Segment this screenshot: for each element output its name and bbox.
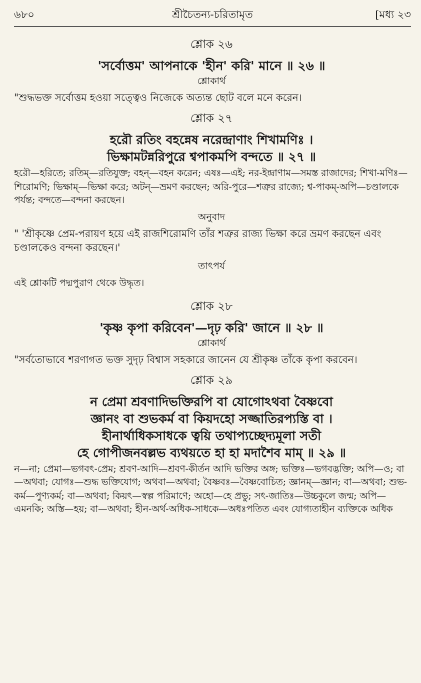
- verse-29-line-1: ন প্রেমা শ্রবণাদিভক্তিরপি বা যোগোঽথবা বৈষ্ণবো: [90, 393, 333, 409]
- verse-27-purport-label: তাৎপর্য: [198, 260, 225, 272]
- verse-28-translation: "সর্বতোভাবে শরণাগত ভক্ত সুদৃঢ় বিশ্বাস সহকারে জানেন যে শ্রীকৃষ্ণ তাঁকে কৃপা করবেন।: [14, 354, 358, 366]
- verse-28-translation-label: শ্লোকার্থ: [197, 337, 226, 349]
- verse-27-line-2: ভিক্ষামটন্নরিপুরে শ্বপাকমপি বন্দতে ॥ ২৭ ॥: [107, 149, 316, 164]
- verse-29-line-4: হে গোপীজনবল্লভ ব্যথয়তে হা হা মদাশৈব মাম্ ॥ ২৯ ॥: [76, 444, 346, 460]
- verse-26-translation: "শুদ্ধভক্ত সর্বোত্তম হওয়া সত্ত্বেও নিজেকে অত্যন্ত ছোট বলে মনে করেন।: [14, 93, 302, 104]
- verse-27-heading: শ্লোক ২৭: [190, 111, 233, 125]
- verse-28-text: 'কৃষ্ণ কৃপা করিবেন'—দৃঢ় করি' জানে ॥ ২৮ ॥: [99, 319, 324, 335]
- verse-26-heading: শ্লোক ২৬: [190, 37, 233, 51]
- verse-29-line-2: জ্ঞানং বা শুভকর্ম বা কিয়দহো সজ্জাতিরপ্যস্তি বা ।: [90, 410, 333, 426]
- verse-26-text: 'সর্বোত্তম' আপনাকে 'হীন' করি' মানে ॥ ২৬ ॥: [97, 58, 326, 73]
- verse-27-translation: " 'শ্রীকৃষ্ণে প্রেম-পরায়ণ হয়ে এই রাজশিরোমণি তাঁর শত্রুর রাজ্য ভিক্ষা করে ভ্রমণ করছেন এবং চণ্ডালকেও বন্দনা করছেন।': [14, 228, 382, 254]
- section-marker: [মধ্য ২৩: [375, 9, 411, 21]
- verse-27-line-1: হরৌ রতিং বহন্নেষ নরেন্দ্রাণাং শিখামণিঃ ।: [109, 132, 314, 147]
- header-rule: [14, 26, 411, 27]
- page-body: [14, 34, 409, 520]
- verse-29-line-3: হীনার্থাধিকসাধকে ত্বয়ি তথাপ্যচ্ছেদ্যমূলা সতী: [101, 427, 322, 443]
- page-number: ৬৮০: [14, 9, 35, 21]
- verse-27-purport: এই শ্লোকটি পদ্মপুরাণ থেকে উদ্ধৃত।: [14, 277, 145, 289]
- page-header: [14, 8, 411, 24]
- verse-27-translation-label: অনুবাদ: [198, 211, 225, 223]
- verse-28-heading: শ্লোক ২৮: [190, 298, 233, 313]
- verse-27-synonyms: হরৌ—হরিতে; রতিম্—রতিযুক্ত; বহন্—বহন করেন; এষঃ—এই; নর-ইন্দ্রাণাম—সমস্ত রাজাদের; শিখা-মণিঃ—শিরোমণি; ভিক্ষাম্—ভিক্ষা করে; অটন্—ভ্রমণ করছেন; অরি-পুরে—শত্রুর রাজ্যে; শ্ব-পাকম্-অপি—চণ্ডালকে পর্যন্ত; বন্দতে—বন্দনা করছেন।: [14, 168, 408, 206]
- running-title: শ্রীচৈতন্য-চরিতামৃত: [172, 9, 253, 21]
- verse-29-heading: শ্লোক ২৯: [190, 372, 233, 387]
- verse-29-synonyms: ন—না; প্রেমা—ভগবৎ-প্রেম; শ্রবণ-আদি—শ্রবণ-কীর্তন আদি ভক্তির অঙ্গ; ভক্তিঃ—ভগবদ্ভক্তি; অপি—ও; বা—অথবা; যোগঃ—শুদ্ধ ভক্তিযোগ; অথবা—অথবা; বৈষ্ণবঃ—বৈষ্ণবোচিত; জ্ঞানম্—জ্ঞান; বা—অথবা; শুভ-কর্ম—পুণ্যকর্ম; বা—অথবা; কিয়ৎ—স্বল্প পরিমাণে; অহো—হে প্রভু; সৎ-জাতিঃ—উচ্চকুলে জন্ম; অপি—এমনকি; অস্তি—হয়; বা—অথবা; হীন-অর্থ-অধিক-সাধকে—অধঃপতিত এবং যোগ্যতাহীন ব্যক্তিকে অধিক: [14, 463, 408, 515]
- verse-26-translation-label: শ্লোকার্থ: [197, 76, 226, 87]
